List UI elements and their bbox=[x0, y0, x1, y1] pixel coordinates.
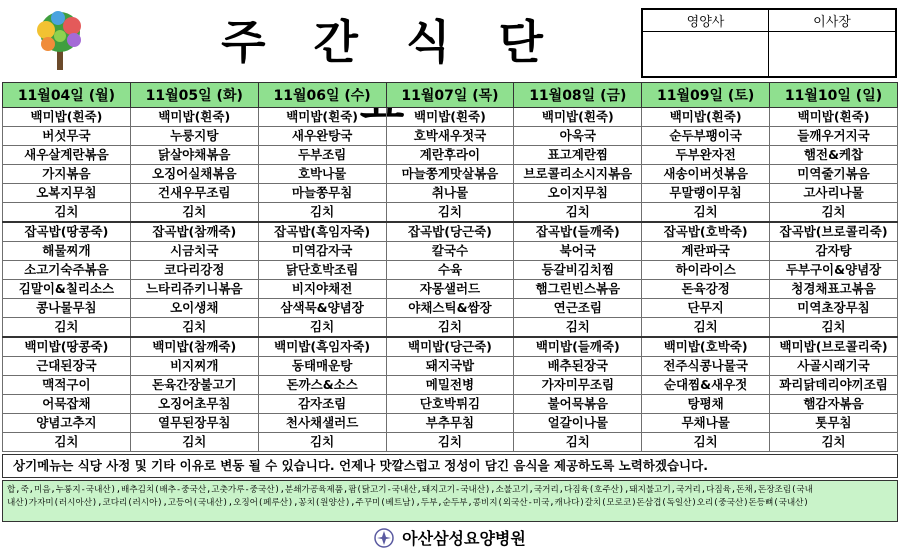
meal-cell: 백미밥(흰죽) bbox=[386, 108, 514, 127]
meal-cell: 삼색묵&양념장 bbox=[258, 299, 386, 318]
meal-row bbox=[3, 433, 898, 452]
approval-box bbox=[641, 8, 897, 78]
meal-cell: 백미밥(흰죽) bbox=[514, 108, 642, 127]
meal-cell: 김치 bbox=[3, 318, 131, 338]
meal-cell: 불어묵볶음 bbox=[514, 395, 642, 414]
meal-cell: 부추무침 bbox=[386, 414, 514, 433]
meal-cell: 건새우무조림 bbox=[130, 184, 258, 203]
meal-cell: 미역초장무침 bbox=[770, 299, 898, 318]
meal-cell: 잡곡밥(호박죽) bbox=[642, 222, 770, 242]
meal-cell: 표고계란찜 bbox=[514, 146, 642, 165]
approval-sign-dietitian bbox=[643, 32, 769, 76]
meal-cell: 브로콜리소시지볶음 bbox=[514, 165, 642, 184]
day-header: 11월09일 (토) bbox=[642, 83, 770, 108]
meal-row bbox=[3, 242, 898, 261]
meal-cell: 돈육강정 bbox=[642, 280, 770, 299]
meal-cell: 칼국수 bbox=[386, 242, 514, 261]
meal-cell: 김치 bbox=[642, 203, 770, 223]
meal-row bbox=[3, 127, 898, 146]
day-header-row bbox=[3, 83, 898, 108]
meal-row bbox=[3, 184, 898, 203]
menu-change-notice: 상기메뉴는 식당 사정 및 기타 이유로 변동 될 수 있습니다. 언제나 맛깔스럽고 정성이 담긴 음식을 제공하도록 노력하겠습니다. bbox=[2, 454, 898, 478]
meal-cell: 김치 bbox=[258, 318, 386, 338]
meal-cell: 근대된장국 bbox=[3, 357, 131, 376]
meal-cell: 백미밥(흰죽) bbox=[258, 108, 386, 127]
meal-cell: 꽈리닭데리야끼조림 bbox=[770, 376, 898, 395]
meal-cell: 미역감자국 bbox=[258, 242, 386, 261]
meal-cell: 잡곡밥(당근죽) bbox=[386, 222, 514, 242]
meal-cell: 취나물 bbox=[386, 184, 514, 203]
meal-cell: 새송이버섯볶음 bbox=[642, 165, 770, 184]
meal-cell: 소고기숙주볶음 bbox=[3, 261, 131, 280]
meal-cell: 수육 bbox=[386, 261, 514, 280]
meal-cell: 잡곡밥(흑임자죽) bbox=[258, 222, 386, 242]
meal-cell: 김치 bbox=[642, 433, 770, 452]
meal-cell: 백미밥(참깨죽) bbox=[130, 337, 258, 357]
meal-cell: 돈육간장불고기 bbox=[130, 376, 258, 395]
meal-cell: 김치 bbox=[642, 318, 770, 338]
meal-cell: 김치 bbox=[130, 318, 258, 338]
meal-cell: 감자탕 bbox=[770, 242, 898, 261]
meal-cell: 호박나물 bbox=[258, 165, 386, 184]
meal-cell: 김치 bbox=[514, 318, 642, 338]
meal-cell: 해물찌개 bbox=[3, 242, 131, 261]
meal-cell: 백미밥(땅콩죽) bbox=[3, 337, 131, 357]
meal-cell: 마늘쫑게맛살볶음 bbox=[386, 165, 514, 184]
day-header: 11월07일 (목) bbox=[386, 83, 514, 108]
meal-cell: 새우살계란볶음 bbox=[3, 146, 131, 165]
meal-cell: 동태매운탕 bbox=[258, 357, 386, 376]
meal-cell: 백미밥(흑임자죽) bbox=[258, 337, 386, 357]
meal-cell: 얼갈이나물 bbox=[514, 414, 642, 433]
meal-cell: 김치 bbox=[514, 433, 642, 452]
meal-cell: 김치 bbox=[770, 433, 898, 452]
meal-cell: 닭살야채볶음 bbox=[130, 146, 258, 165]
day-header: 11월04일 (월) bbox=[3, 83, 131, 108]
meal-cell: 비지찌개 bbox=[130, 357, 258, 376]
meal-cell: 돼지국밥 bbox=[386, 357, 514, 376]
page-header bbox=[0, 0, 900, 84]
meal-cell: 오복지무침 bbox=[3, 184, 131, 203]
meal-cell: 백미밥(호박죽) bbox=[642, 337, 770, 357]
meal-cell: 호박새우젓국 bbox=[386, 127, 514, 146]
meal-cell: 두부완자전 bbox=[642, 146, 770, 165]
menu-body bbox=[3, 108, 898, 452]
meal-row bbox=[3, 376, 898, 395]
meal-cell: 김치 bbox=[514, 203, 642, 223]
meal-cell: 미역줄기볶음 bbox=[770, 165, 898, 184]
meal-cell: 김치 bbox=[386, 203, 514, 223]
meal-cell: 탕평채 bbox=[642, 395, 770, 414]
page-footer bbox=[0, 522, 900, 553]
meal-cell: 무채나물 bbox=[642, 414, 770, 433]
meal-row bbox=[3, 261, 898, 280]
meal-row bbox=[3, 299, 898, 318]
meal-cell: 코다리강정 bbox=[130, 261, 258, 280]
meal-cell: 시금치국 bbox=[130, 242, 258, 261]
meal-cell: 톳무침 bbox=[770, 414, 898, 433]
meal-cell: 순두부팽이국 bbox=[642, 127, 770, 146]
meal-cell: 백미밥(들깨죽) bbox=[514, 337, 642, 357]
meal-cell: 배추된장국 bbox=[514, 357, 642, 376]
meal-cell: 전주식콩나물국 bbox=[642, 357, 770, 376]
meal-cell: 양념고추지 bbox=[3, 414, 131, 433]
meal-cell: 북어국 bbox=[514, 242, 642, 261]
day-header: 11월05일 (화) bbox=[130, 83, 258, 108]
meal-cell: 계란후라이 bbox=[386, 146, 514, 165]
meal-cell: 두부구이&양념장 bbox=[770, 261, 898, 280]
meal-cell: 김치 bbox=[130, 433, 258, 452]
meal-row bbox=[3, 165, 898, 184]
meal-cell: 메밀전병 bbox=[386, 376, 514, 395]
approval-label-dietitian: 영양사 bbox=[643, 10, 769, 32]
origin-info-box bbox=[2, 480, 898, 522]
meal-cell: 잡곡밥(땅콩죽) bbox=[3, 222, 131, 242]
meal-cell: 아욱국 bbox=[514, 127, 642, 146]
meal-cell: 백미밥(흰죽) bbox=[130, 108, 258, 127]
meal-cell: 오징어실채볶음 bbox=[130, 165, 258, 184]
meal-cell: 들깨우거지국 bbox=[770, 127, 898, 146]
meal-cell: 김치 bbox=[386, 433, 514, 452]
day-header: 11월10일 (일) bbox=[770, 83, 898, 108]
meal-cell: 가지볶음 bbox=[3, 165, 131, 184]
meal-cell: 잡곡밥(들깨죽) bbox=[514, 222, 642, 242]
meal-cell: 두부조림 bbox=[258, 146, 386, 165]
meal-row bbox=[3, 357, 898, 376]
meal-row bbox=[3, 318, 898, 338]
meal-cell: 돈까스&소스 bbox=[258, 376, 386, 395]
hospital-name: 아산삼성요양병원 bbox=[402, 529, 526, 548]
meal-cell: 김말이&칠리소스 bbox=[3, 280, 131, 299]
meal-cell: 순대찜&새우젓 bbox=[642, 376, 770, 395]
meal-cell: 김치 bbox=[130, 203, 258, 223]
menu-table bbox=[2, 82, 898, 452]
meal-row bbox=[3, 146, 898, 165]
origin-line: 내산)가자미(러시아산),코다리(러시아),고등어(국내산),오징어(페루산),꽁치(원양산),주꾸미(베트남),두부,순두부,콩비지(외국산-미국,캐나다)갈치(모로코)돈삼겹(독일산)오리(중국산)돈등뼈(국내산) bbox=[7, 498, 809, 508]
meal-cell: 백미밥(흰죽) bbox=[642, 108, 770, 127]
meal-cell: 계란파국 bbox=[642, 242, 770, 261]
meal-cell: 백미밥(당근죽) bbox=[386, 337, 514, 357]
meal-cell: 연근조림 bbox=[514, 299, 642, 318]
meal-cell: 무말랭이무침 bbox=[642, 184, 770, 203]
tree-logo-icon bbox=[28, 8, 92, 74]
meal-cell: 오이지무침 bbox=[514, 184, 642, 203]
meal-cell: 콩나물무침 bbox=[3, 299, 131, 318]
meal-cell: 백미밥(흰죽) bbox=[770, 108, 898, 127]
day-header: 11월08일 (금) bbox=[514, 83, 642, 108]
meal-cell: 사골시래기국 bbox=[770, 357, 898, 376]
meal-cell: 햄감자볶음 bbox=[770, 395, 898, 414]
meal-cell: 청경채표고볶음 bbox=[770, 280, 898, 299]
meal-cell: 맥적구이 bbox=[3, 376, 131, 395]
approval-label-chairman: 이사장 bbox=[769, 10, 895, 32]
meal-cell: 버섯무국 bbox=[3, 127, 131, 146]
meal-cell: 김치 bbox=[386, 318, 514, 338]
meal-cell: 김치 bbox=[3, 203, 131, 223]
meal-cell: 잡곡밥(브로콜리죽) bbox=[770, 222, 898, 242]
meal-cell: 천사채샐러드 bbox=[258, 414, 386, 433]
meal-row bbox=[3, 414, 898, 433]
approval-sign-chairman bbox=[769, 32, 895, 76]
meal-cell: 자몽샐러드 bbox=[386, 280, 514, 299]
meal-cell: 단호박튀김 bbox=[386, 395, 514, 414]
meal-cell: 백미밥(흰죽) bbox=[3, 108, 131, 127]
meal-cell: 김치 bbox=[258, 433, 386, 452]
meal-row bbox=[3, 222, 898, 242]
meal-cell: 잡곡밥(참깨죽) bbox=[130, 222, 258, 242]
meal-row bbox=[3, 108, 898, 127]
meal-cell: 햄그린빈스볶음 bbox=[514, 280, 642, 299]
meal-cell: 김치 bbox=[3, 433, 131, 452]
meal-cell: 비지야채전 bbox=[258, 280, 386, 299]
meal-cell: 햄전&케찹 bbox=[770, 146, 898, 165]
meal-cell: 감자조림 bbox=[258, 395, 386, 414]
meal-cell: 백미밥(브로콜리죽) bbox=[770, 337, 898, 357]
meal-row bbox=[3, 337, 898, 357]
meal-cell: 마늘쫑무침 bbox=[258, 184, 386, 203]
meal-cell: 열무된장무침 bbox=[130, 414, 258, 433]
meal-row bbox=[3, 280, 898, 299]
meal-cell: 하이라이스 bbox=[642, 261, 770, 280]
meal-cell: 닭단호박조림 bbox=[258, 261, 386, 280]
meal-cell: 누룽지탕 bbox=[130, 127, 258, 146]
meal-cell: 어묵잡채 bbox=[3, 395, 131, 414]
meal-cell: 김치 bbox=[258, 203, 386, 223]
meal-cell: 김치 bbox=[770, 318, 898, 338]
meal-cell: 야채스틱&쌈장 bbox=[386, 299, 514, 318]
meal-cell: 새우완탕국 bbox=[258, 127, 386, 146]
meal-cell: 오징어초무침 bbox=[130, 395, 258, 414]
hospital-emblem-icon bbox=[374, 528, 394, 548]
day-header: 11월06일 (수) bbox=[258, 83, 386, 108]
meal-cell: 고사리나물 bbox=[770, 184, 898, 203]
meal-cell: 김치 bbox=[770, 203, 898, 223]
meal-row bbox=[3, 203, 898, 223]
meal-cell: 오이생채 bbox=[130, 299, 258, 318]
page-title: 주 간 식 단 bbox=[221, 15, 559, 69]
meal-cell: 등갈비김치찜 bbox=[514, 261, 642, 280]
meal-cell: 가자미무조림 bbox=[514, 376, 642, 395]
meal-cell: 느타리쥬키니볶음 bbox=[130, 280, 258, 299]
meal-row bbox=[3, 395, 898, 414]
meal-cell: 단무지 bbox=[642, 299, 770, 318]
origin-line: 합,죽,미음,누룽지-국내산),배추김치(배추-중국산,고춧가루-중국산),분쇄가공육제품,팜(닭고기-국내산,돼지고기-국내산),소불고기,국거리,다짐육(호주산),돼지불고기,국거리,다짐육,돈채,돈장조림(국내 bbox=[7, 485, 813, 495]
